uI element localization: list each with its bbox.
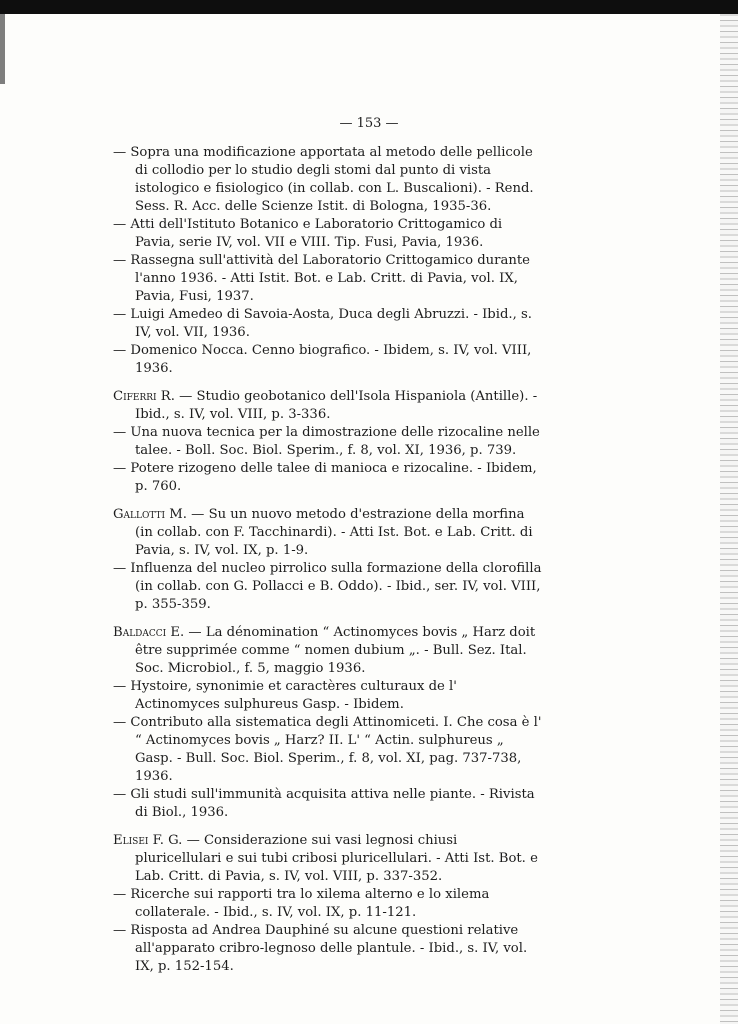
section-gap [113,822,545,832]
scan-top-border [0,0,738,14]
bibliography-entry: — Influenza del nucleo pirrolico sulla formazione della clorofilla (in collab. con G. Pollacci e B. Oddo). - Ibid., ser. IV, vol. VIII, p. 355-359. [113,561,542,612]
bibliography-entry: — Domenico Nocca. Cenno biografico. - Ibidem, s. IV, vol. VIII, 1936. [113,343,532,376]
bibliography-entry: — Ricerche sui rapporti tra lo xilema alterno e lo xilema collaterale. - Ibid., s. IV, vol. IX, p. 11-121. [113,887,490,920]
bibliography-entry: — Potere rizogeno delle talee di manioca e rizocaline. - Ibidem, p. 760. [113,461,537,494]
bibliography [113,144,545,976]
bibliography-entry: — Sopra una modificazione apportata al metodo delle pellicole di collodio per lo studio degli stomi dal punto di vista istologico e fisiologico (in collab. con L. Buscalioni). - Rend. Sess. R. Acc. delle Scienze Istit. di Bologna, 1935-36. [113,145,534,214]
bibliography-entry: Elisei F. G. — Considerazione sui vasi legnosi chiusi pluricellulari e sui tubi cribosi pluricellulari. - Atti Ist. Bot. e Lab. Critt. di Pavia, s. IV, vol. VIII, p. 337-352. [113,833,538,884]
author-name: Gallotti M. [113,507,187,522]
bibliography-entry: Gallotti M. — Su un nuovo metodo d'estrazione della morfina (in collab. con F. Tacchinardi). - Atti Ist. Bot. e Lab. Critt. di Pavia, s. IV, vol. IX, p. 1-9. [113,507,533,558]
bibliography-entry: — Gli studi sull'immunità acquisita attiva nelle piante. - Rivista di Biol., 1936. [113,787,535,820]
bibliography-entry: Ciferri R. — Studio geobotanico dell'Isola Hispaniola (Antille). - Ibid., s. IV, vol. VIII, p. 3-336. [113,389,538,422]
section-gap [113,614,545,624]
page-number: — 153 — [339,116,399,131]
bibliography-entry: — Contributo alla sistematica degli Attinomiceti. I. Che cosa è l' “ Actinomyces bovis „ Harz? II. L' “ Actin. sulphureus „ Gasp. - Bull. Soc. Biol. Sperim., f. 8, vol. XI, pag. 737-738, 1936. [113,715,542,784]
bibliography-entry: — Hystoire, synonimie et caractères culturaux de l' Actinomyces sulphureus Gasp. - Ibidem. [113,679,457,712]
bibliography-entry: — Atti dell'Istituto Botanico e Laboratorio Crittogamico di Pavia, serie IV, vol. VII e VIII. Tip. Fusi, Pavia, 1936. [113,217,503,250]
bibliography-entry: — Risposta ad Andrea Dauphiné su alcune questioni relative all'apparato cribro-legnoso delle plantule. - Ibid., s. IV, vol. IX, p. 152-154. [113,923,528,974]
bibliography-entry: — Rassegna sull'attività del Laboratorio Crittogamico durante l'anno 1936. - Atti Istit. Bot. e Lab. Critt. di Pavia, vol. IX, Pavia, Fusi, 1937. [113,253,530,304]
author-name: Baldacci E. [113,625,185,640]
author-name: Ciferri R. [113,389,175,404]
scan-right-edge [720,14,738,1024]
bibliography-entry: Baldacci E. — La dénomination “ Actinomyces bovis „ Harz doit être supprimée comme “ nomen dubium „. - Bull. Sez. Ital. Soc. Microbiol., f. 5, maggio 1936. [113,625,536,676]
section-gap [113,378,545,388]
bibliography-entry: — Una nuova tecnica per la dimostrazione delle rizocaline nelle talee. - Boll. Soc. Biol. Sperim., f. 8, vol. XI, 1936, p. 739. [113,425,540,458]
scan-left-edge [0,14,5,84]
bibliography-entry: — Luigi Amedeo di Savoia-Aosta, Duca degli Abruzzi. - Ibid., s. IV, vol. VII, 1936. [113,307,532,340]
author-name: Elisei F. G. [113,833,183,848]
section-gap [113,496,545,506]
